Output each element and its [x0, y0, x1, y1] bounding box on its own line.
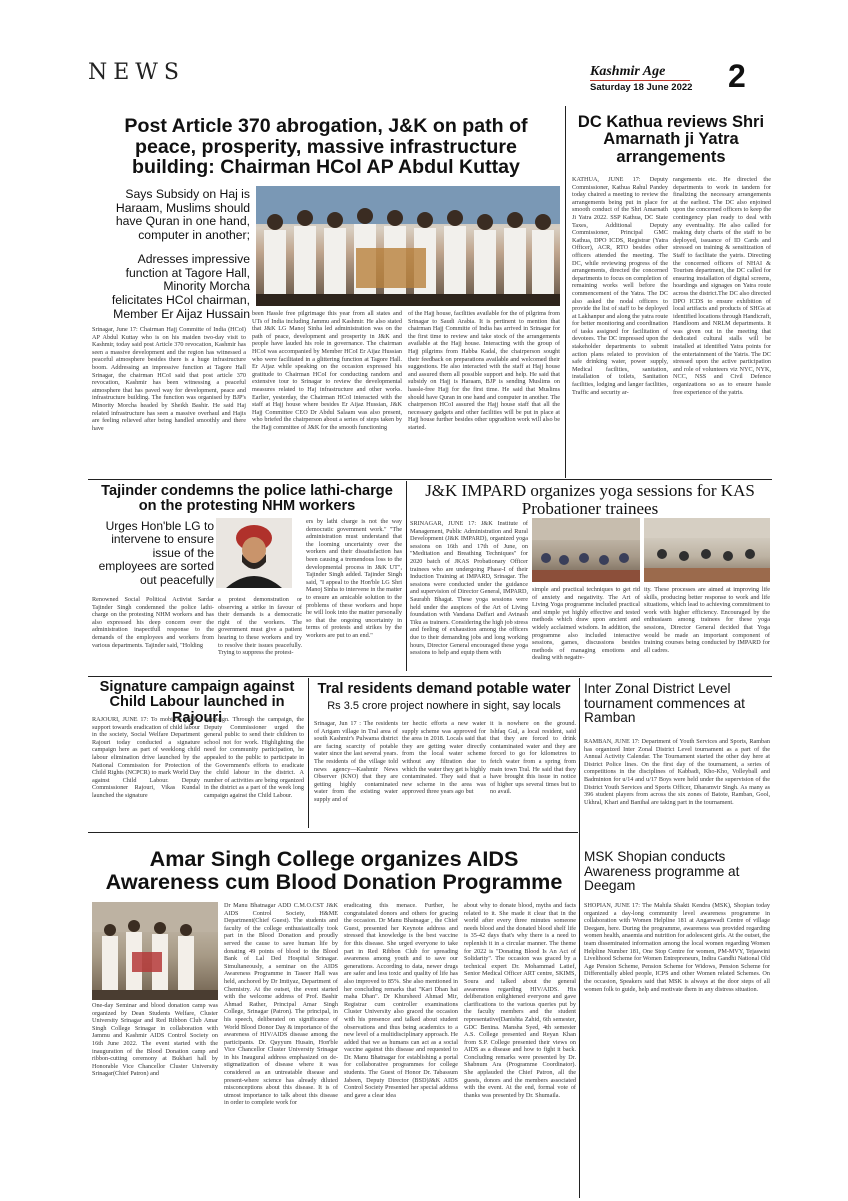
dc-kathua-headline: DC Kathua reviews Shri Amarnath ji Yatra arrangements	[577, 113, 765, 166]
lead-photo	[256, 186, 560, 306]
tral-col-1: Srinagar, Jun 17 : The residents of Arigam village in Tral area of south Kashmir's Pulwama district are facing scarcity of potable water since the last several years. The residents of the village told news agency—Kashmir News Observer (KNO) that they are getting highly contaminated water from the existing water supply and of	[314, 720, 398, 803]
paper-logo	[590, 64, 665, 80]
section-rule	[88, 676, 772, 677]
lead-subhead-1: Says Subsidy on Haj is Haraam, Muslims should have Quran in one hand, computer in another;	[115, 187, 250, 242]
masthead	[0, 0, 848, 100]
column-divider	[565, 106, 566, 478]
impard-photo-1	[532, 518, 640, 582]
interzonal-headline: Inter Zonal District Level tournament commences at Ramban	[584, 681, 745, 726]
section-rule	[88, 479, 772, 480]
tral-headline: Tral residents demand potable water	[317, 681, 571, 697]
msk-body: SHOPIAN, JUNE 17: The Mahila Shakti Kendra (MSK), Shopian today organized a day-long community level awareness programme in collaboration with Women Helpline 181 at Anganwadi Centre of village Deegam, here. During the programme, awareness was provided regarding women health, anaemia and nutrition for adolescent girls. At the outset, the team disseminated information among the local women regarding Women Helpline Number 181, One Stop Centre for women, PM-MVY, Tejaswini Livelihood Scheme for Women Entrepreneurs, Indira Gandhi National Old Age Pension Scheme, Pension Scheme for Widows, Pension Scheme for Differentially abled people, ICPS and other Women related Schemes. On the occasion, Speakers said that MSK is always at the door steps of all women folk to guide, help and motivate them in any distress situation.	[584, 902, 770, 993]
tajinder-headline: Tajinder condemns the police lathi-charge on the protesting NHM workers	[101, 483, 393, 515]
tral-col-2: ter hectic efforts a new water supply scheme was approved for the area in 2018. Locals said that they are getting water directly from the local water scheme without any filtration due to which the water they get is highly contaminated. They said that a new scheme in the area was approved three years ago but	[402, 720, 486, 796]
signature-headline: Signature campaign against Child Labour launched in Rajouri	[99, 679, 295, 726]
amar-caption: One-day Seminar and blood donation camp was organized by Dean Students Welfare, Cluster University Srinagar and Red Ribbon Club Amar Singh College Srinagar in collaboration with Jammu and Kashmir AIDS Control Society on 16th June 2022. The event started with the inauguration of the Blood Donation camp and ribbon-cutting ceremony at Bukhari hall by Honorable Vice Chancellor Cluster University Srinagar(Chief Patron) and	[92, 1002, 218, 1078]
amar-photo	[92, 902, 218, 1000]
lead-col-2: been Hassle free pilgrimage this year from all states and UTs of India including Jammu and Kashmir. He also stated that J&K LG Manoj Sinha led administration was on the path of peace, development and prosperity in J&K and people have lauded his role in governance. The chairman HCoI was accompanied by Member HCoI Er Aijaz Hussian who were facilitated in a glittering function at Tagore Hall. Er Aijaz while speaking on the occasion expressed his gratitude to Chairman HCoI for conducting random and extensive tour to Srinagar to review the developmental measures related to Haj infrastructure and other works. Earlier, yesterday, the Chairman HCoI interacted with the staff at Hajj house where besides Er Aijaz Hussian, J&K Hajj Committee CEO Dr Abdul Salaam was also present, who briefed the chairperson about a series of steps taken by the Hajj committee of J&K for the smooth functioning	[252, 310, 402, 431]
column-divider	[579, 678, 580, 1198]
signature-col-2: campaign. Through the campaign, the Deputy Commissioner urged the general public to send their children to school not for work. Highlighting the need for community participation, he appealed to the public to participate in the Government's efforts to eradicate the child labour in the district. A number of activities are being organized in the district as a part of the week long campaign against the Child Labour.	[204, 716, 304, 799]
amar-blood-donation-scene	[92, 902, 218, 1000]
impard-photo-2	[644, 518, 770, 582]
column-divider	[406, 481, 407, 671]
tral-col-3: it is nowhere on the ground. Ishfaq Gul, a local resident, said that they are forced to drink contaminated water and they are forced to go for kilometres to fetch water from a spring from main town Tral. He said that they have brought this issue in notice of higher ups several times but to no avail.	[490, 720, 576, 796]
amar-col-1: Dr Manu Bhatnagar ADD C.M.O.CST J&K AIDS Control Society, H&ME Department(Chief Guest). The students and faculty of the college enthusiastically took part in the Blood Donation and proudly served the cause to save human life by donating 49 points of blood to the Blood Bank of Lal Ded Hospital Srinagar. Simultaneously, a seminar on the AIDS Awareness Programme in Taseer Hall was held, anchored by Dr Imtiyaz, Department of Chemistry. At the outset, the event started with the welcome address of Prof. Bashir Ahmad Rather, Principal Amar Singh College, Srinagar (Patron). The principal, in his speech, deliberated on significance of World Blood Donor Day & importance of the awareness of HIV/AIDS disease among the participants. Dr. Qayyum Husain, Hon'ble Vice Chancellor Cluster University Srinagar in his Inaugural address emphasized on de-stigmatization of disease where it was considered as an untreatable disease and present-where science has already diluted misconceptions about this disease. It is of utmost importance to talk about this disease in order to complete work for	[224, 902, 338, 1107]
impard-col-3: ity. These processes are aimed at improving life skills, producing better response to work and life situations, which lead to achieving commitment to work with higher efficiency. Encouraged by the enthusiasm among trainees for these yoga sessions, Director General decided that Yoga would be made an important component of training courses being conducted by IMPARD for all cadres.	[644, 586, 770, 654]
dc-kathua-col-1: KATHUA, JUNE 17: Deputy Commissioner, Kathua Rahul Pandey today chaired a meeting to review the arrangements being put in place for smooth conduct of the Shri Amarnath Ji Yatra 2022. SSP Kathua, DC State Taxes, Additional Deputy Commissioner, Principal GMC Kathua, DPO ICDS, Registrar (Yatra Officer), ACR, RTO besides other officers attended the meeting. The DC, while reviewing progress of the arrangements, directed the concerned departments to focus on completion of remaining works well before the commencement of the Yatra. The DC also asked the nodal officers to provide the list of staff to be deployed at Lakhanpur and along the yatra route for better monitoring and coordination of tasks assigned for facilitation of devotees. The DC impressed upon the stakeholder departments to submit action plans related to provision of safe drinking water, power supply, Medical facilities, sanitation, installation of toilets, Sanitation facilities, lodging and langer facilities, Traffic and security ar-	[572, 176, 668, 396]
lead-col-1: Srinagar, June 17: Chairman Hajj Committe of India (HCoI) AP Abdul Kuttay who is on his maiden two-day visit to Kashmir, today said post Article 370 revocation, Kashmir has seen a massive development and the region has witnessed a peaceful atmosphere besides there is a huge infrastructure boom. Addressing an impressive function at Tagore Hall Srinagar, the chairman HCoI said that post article 370 revocation, Kashmir has been witnessing a peaceful atmosphere that has paved way for development, peace and infrastructure building. The function was organised by BJP's Minority Morcha headed by Sheikh Bashir. He said Haj related infrastructure has seen a massive overhaul and Hajis are feeling relieved after being handled smoothly and there have	[92, 326, 246, 432]
lead-subhead-2: Adresses impressive function at Tagore Hall, Minority Morcha felicitates HCol chairman, Member Er Aijaz Hussain	[111, 252, 250, 321]
page-number: 2	[728, 58, 746, 94]
impard-col-2: simple and practical techniques to get rid of anxiety and negativity. The Art of Living Yoga programme included practical and simple yet highly effective and tested methods which draw upon ancient and widely acclaimed wisdom. In addition, the programme also included interactive sessions, games, discussions besides methods of managing emotions and dealing with negativ-	[532, 586, 640, 662]
amar-col-2: eradicating this menace. Further, he congratulated donors and others for gracing the occasion. Dr Manu Bhatnagar , the Chief Guest, presented her Keynote address and stressed that knowledge is the best vaccine for this disease. She urged everyone to take part in Red Ribbon Club for spreading awareness among youth and to save our generations. According to data, newer drugs are safer and less toxic and quality of life has also improved to 85%. She also mentioned in her concluding remarks that "Kari Dhan hai maha Dhan". Dr Khursheed Ahmad Mir, Registrar cum controller examinations Cluster University also graced the occasion with his presence and talked about student observations and thus being academics to a new level of a multidisciplinary approach. He added that we as humans can act as a social vaccine against this disease and requested to Dr. Manu Bhatnagar for establishing a portal for collaborative programmes for college students. The Guest of Honor Dr. Tabassum Jabeen, Deputy Director (BSD)J&K AIDS Control Society Presented her special address and gave a clear idea	[344, 902, 458, 1099]
paper-name: Kashmir Age	[590, 64, 666, 79]
signature-col-1: RAJOURI, JUNE 17: To mobilize public support towards eradication of child labour in the society, Social Welfare Department Rajouri today conducted a signature campaign here as part of weeklong child labour elimination drive launched by the National Commission for Protection of Child Rights (NCPCR) to mark World Day against Child Labour. Deputy Commissioner Rajouri, Vikas Kundal launched the signature	[92, 716, 200, 799]
section-rule	[88, 832, 578, 833]
amar-col-3: about why to donate blood, myths and facts related to it. She made it clear that in the world after every three minutes someone needs blood and the donated blood shelf life is 35-42 days that's why there is a need to replenish it in a circular manner. The theme for 2022 is "Donating Blood Is An Act of Solidarity". The occasion was graced by a technical expert Dr. Mohammad Latief, Senior Medical Officer ART centre, SKIMS, Soura and talked about the general awareness regarding HIV/AIDS. His deliberation enlightened everyone and gave clarifications to the various queries put by the faculty members and the student representative(Danishta Zahid, 6th semester, GDC Benina. Mansha Syed, 4th semester A.S. College presented and Reyan Khan from S.P. College presented their views on AIDS as a disease and how to fight it back. Concluding remarks were presented by Dr. Shabnum Ara (Programme Coordinator). She applauded the Chief Patron, all the guests, donors and the members associated with the event. At the end, formal vote of thanks was presented by Dr. Shumaila.	[464, 902, 576, 1099]
interzonal-body: RAMBAN, JUNE 17: Department of Youth Services and Sports, Ramban has organized Inter Zonal District Level tournament as a part of the Annual Activity Calendar. The Tournament started the other day here at District Police lines. On the first day of the tournament, a series of competitions in the disciplines of Kabbadi, Kho-Kho, Volleyball and Badminton for u/14 and u/17 Boys were held under the supervision of the District Youth Services and Sports Officer, Dharamvir Singh. As many as 396 student players from across the six zones of Batote, Ramban, Gool, Ukhral, Khari and Banihal are taking part in the tournament.	[584, 738, 770, 806]
issue-date: Saturday 18 June 2022	[590, 82, 693, 93]
tajinder-subhead: Urges Hon'ble LG to intervene to ensure issue of the employees are sorted out peacefully	[98, 519, 214, 587]
lead-photo-figures	[256, 186, 560, 306]
impard-headline: J&K IMPARD organizes yoga sessions for KAS Probationer trainees	[425, 481, 755, 518]
dc-kathua-col-2: rangements etc. He directed the departments to work in tandem for finalizing the necessary arrangements at the earliest. The DC also enjoined upon the concerned officers to keep the contingency plan ready to deal with any eventuality. He also called for making duty charts of the staff to be deployed, issuance of ID Cards and stressed on training & sensitization of Staff to facilitate the yatris. Directing the concerned officers of NHAI & Tourism department, the DC called for ensuring installation of digital screens, hoardings and signages on Yatra route across the district.The DC also directed DPO ICDS to ensure exhibition of local artifacts and products of SHGs at identified locations through Handicraft, Handloom and NRLM departments. It was given out in the meeting that dedicated cultural stalls will be installed at identified Yatra points for the entertainment of the Yatris. The DC stressed upon the active participation and role of volunteers viz NYC, NYK, NCC, NSS and Civil Defence organizations so as to ensure hassle free experience of the yatris.	[673, 176, 771, 396]
impard-col-1: SRINAGAR, JUNE 17: J&K Institute of Management, Public Administration and Rural Development (J&K IMPARD), organized yoga sessions on 16th and 17th of June, on "Meditation and Breathing Techniques" for 2020 batch of JKAS Probationary Officer trainees who are undergoing Phase-I of their Induction Training at IMPARD, Srinagar. The sessions were conducted under the guidance and supervision of Director General, IMPARD, Saurabh Bhagat. These yoga sessions were held under the auspices of the Art of Living foundation with Vandana Daffari and Avinash Tiku as trainers. Considering the high job stress and feeling of exhaustion among the officers due to their demanding jobs and long working hours, Director General encouraged these yoga sessions to help and equip them with	[410, 520, 528, 657]
section-title: NEWS	[88, 60, 185, 85]
tajinder-col-2: a protest demonstration or observing a strike in favour of their demands is a democratic right of the workers. The government must give a patient hearing to these workers and try to resolve their issues peacefully. Trying to suppress the protest-	[218, 596, 302, 657]
paper-logo-bar	[590, 80, 690, 81]
impard-yoga-hall	[532, 518, 640, 582]
msk-headline: MSK Shopian conducts Awareness programme at Deegam	[584, 849, 740, 894]
tajinder-portrait	[216, 518, 292, 588]
lead-col-3: of the Hajj house, facilities available for the of pilgrims from Srinagar to Saudi Arabia. It is pertinent to mention that chairman Hajj Committe of India has arrived in Srinagar for the first time to review and take stock of the arrangements available at the Hajj house. Interacting with the group of Hajj pilgrims from Habba Kadal, the chairperson sought their feedback on preparations available and welcomed their suggestions. He also interacted with the staff at Hajj house and assured them all possible support and help. He said that subsidy on Hajj is Haraam, BJP is sending Muslims on hassle-free Hajj for the first time. He said that Muslims should have Quran in one hand and computer in another. The chairperson HCoI assured the Hajj house staff that all the necessary gadgets and other facilities will be put in place at Hajj house further besides other upgradtion work will also be started.	[408, 310, 560, 431]
tral-subhead: Rs 3.5 crore project nowhere in sight, say locals	[327, 700, 561, 712]
column-divider	[308, 678, 309, 828]
impard-yoga-trainees	[644, 518, 770, 582]
tajinder-col-3: ers by lathi charge is not the way democratic government work." "The administration must understand that the looming uncertainty over the workers and their dissatisfaction has been causing a tremendous loss to the developmental process in J&K UT", Tajinder Singh added. Tajinder Singh said, "I appeal to the Hon'ble LG Shri Manoj Sinha to intervene in the matter to ensure an amicable solution to the problems of these workers and hope he will look into the matter personally so that the ongoing uncertainty in terms of protests and strikes by the workers are put to an end."	[306, 518, 402, 639]
lead-headline: Post Article 370 abrogation, J&K on path of peace, prosperity, massive infrastructure building: Chairman HCol AP Abdul Kuttay	[124, 115, 528, 179]
tajinder-photo	[216, 518, 292, 588]
amar-headline: Amar Singh College organizes AIDS Awareness cum Blood Donation Programme	[105, 846, 563, 894]
tajinder-col-1: Renowned Social Political Activist Sardar Tajinder Singh condemned the police lathi-charge on the protesting NHM workers and has also expressed his deep concern over the administration inapectfull response to the demands of the employees and workers from various departments. Tajinder said, "Holding	[92, 596, 214, 649]
